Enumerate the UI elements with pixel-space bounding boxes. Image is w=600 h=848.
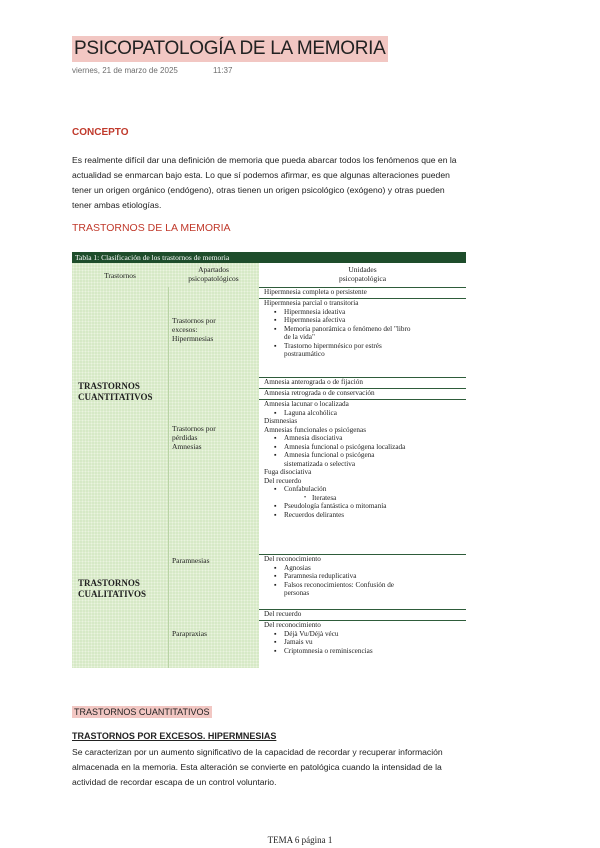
header-apartados [168,265,259,283]
header-unidades-line: Unidades [348,265,377,274]
group-cualitativos [78,578,146,600]
unit-item: ▪ Paramnesia reduplicativa [264,572,466,581]
unit-del-recuerdo-2: Del recuerdo [264,610,302,618]
table-caption: Tabla 1: Clasificación de los trastornos de memoria [72,252,466,263]
unit-item: ▪ Recuerdos delirantes [264,511,466,520]
hiper-line: almacenada en la memoria. Esta alteración se convierte en patológica cuando la intensidad de la [72,762,442,772]
unit-item: ▪ Criptomnesia o reminiscencias [264,647,466,656]
hiper-line: Se caracterizan por un aumento significativo de la capacidad de recordar y recuperar información [72,747,443,757]
unit-del-reconocimiento-2: Del reconocimiento [264,621,321,629]
unit-item-cont: personas [284,589,310,597]
page-date: viernes, 21 de marzo de 2025 [72,66,178,75]
apartado-line: pérdidas [172,433,198,442]
apartado-amnesias [172,424,216,451]
unit-item: ▪ Memoria panorámica o fenómeno del "libro [264,325,466,334]
group-line: CUALITATIVOS [78,589,147,599]
concepto-heading: CONCEPTO [72,127,129,138]
unit-parapraxias-block [264,621,466,655]
apartado-line: Hipermnesias [172,334,214,343]
unit-item-cont: postraumático [284,350,325,358]
apartado-parapraxias: Parapraxias [172,629,207,638]
page-title: PSICOPATOLOGÍA DE LA MEMORIA [72,36,388,62]
header-apartados-line: psicopatológicos [188,274,239,283]
apartado-line: Amnesias [172,442,202,451]
group-line: TRASTORNOS [78,578,140,588]
unit-amnesia-lacunar: Amnesia lacunar o localizada [264,400,349,408]
apartado-line: Trastornos por [172,424,216,433]
apartado-line: excesos: [172,325,198,334]
hipermnesias-paragraph [72,745,534,790]
header-trastornos: Trastornos [104,271,136,280]
unit-item: ▪ Amnesia disociativa [264,434,466,443]
concepto-paragraph [72,153,534,213]
unit-fuga: Fuga disociativa [264,468,312,476]
header-unidades [259,265,466,283]
apartado-paramnesias: Paramnesias [172,556,210,565]
group-line: TRASTORNOS [78,381,140,391]
unit-item: ▪ Trastorno hipermnésico por estrés [264,342,466,351]
unit-hiper-completa: Hipermnesia completa o persistente [264,288,367,296]
unit-hiper-parcial: Hipermnesia parcial o transitoria [264,299,359,307]
unit-item: ▪ Amnesia funcional o psicógena localizada [264,443,466,452]
unit-del-reconocimiento: Del reconocimiento [264,555,321,563]
hipermnesias-heading: TRASTORNOS POR EXCESOS. HIPERMNESIAS [72,731,277,741]
header-unidades-line: psicopatológica [338,274,387,283]
page-footer: TEMA 6 página 1 [267,835,333,845]
concepto-line: actualidad se enmarcan bajo esta. Lo que sí podemos afirmar, es que algunas alteraciones pueden [72,170,450,180]
unit-item: ▪ Jamais vu [264,638,466,647]
unit-item: ▪ Confabulación [264,485,466,494]
apartado-line: Trastornos por [172,316,216,325]
apartado-hipermnesias [172,316,216,343]
cuantitativos-label: TRASTORNOS CUANTITATIVOS [74,707,210,717]
unit-item: ▪ Hipermnesia ideativa [264,308,466,317]
concepto-line: Es realmente difícil dar una definición de memoria que pueda abarcar todos los fenómenos que en la [72,155,457,165]
unit-del-recuerdo: Del recuerdo [264,476,302,485]
unit-dismnesias: Dismnesias [264,417,298,425]
unit-subitem: • Iteratesa [264,494,466,503]
unit-item: ▪ Hipermnesia afectiva [264,316,466,325]
unit-item: ▪ Agnosias [264,564,466,573]
unit-item: ▪ Laguna alcohólica [264,409,466,418]
unit-item: ▪ Amnesia funcional o psicógena [264,451,466,460]
unit-amnesia-retrograda: Amnesia retrograda o de conservación [264,389,375,397]
unit-item: ▪ Falsos reconocimientos: Confusión de [264,581,466,590]
concepto-line: tener ambas etiologías. [72,200,162,210]
classification-table [72,252,466,668]
unit-item: ▪ Déjà Vu/Déjà vécu [264,630,466,639]
page-time: 11:37 [213,66,233,75]
unit-amnesias-block [264,400,466,519]
unit-amnesia-anterograda: Amnesia anterograda o de fijación [264,378,363,386]
unit-item-cont: sistematizada o selectiva [284,459,356,468]
unit-hiper-parcial-block [264,299,466,359]
trastornos-heading: TRASTORNOS DE LA MEMORIA [72,222,231,234]
unit-item: ▪ Pseudología fantástica o mitomanía [264,502,466,511]
unit-amnesias-funcionales: Amnesias funcionales o psicógenas [264,425,366,434]
group-cuantitativos [78,381,153,403]
header-apartados-line: Apartados [198,265,229,274]
unit-reconocimiento-block [264,555,466,598]
unit-item-cont: de la vida" [284,333,315,341]
concepto-line: tener un origen orgánico (endógeno), otras tienen un origen psicológico (exógeno) y otras pueden [72,185,445,195]
group-line: CUANTITATIVOS [78,392,153,402]
hiper-line: actividad de recordar escapa de un control voluntario. [72,777,277,787]
